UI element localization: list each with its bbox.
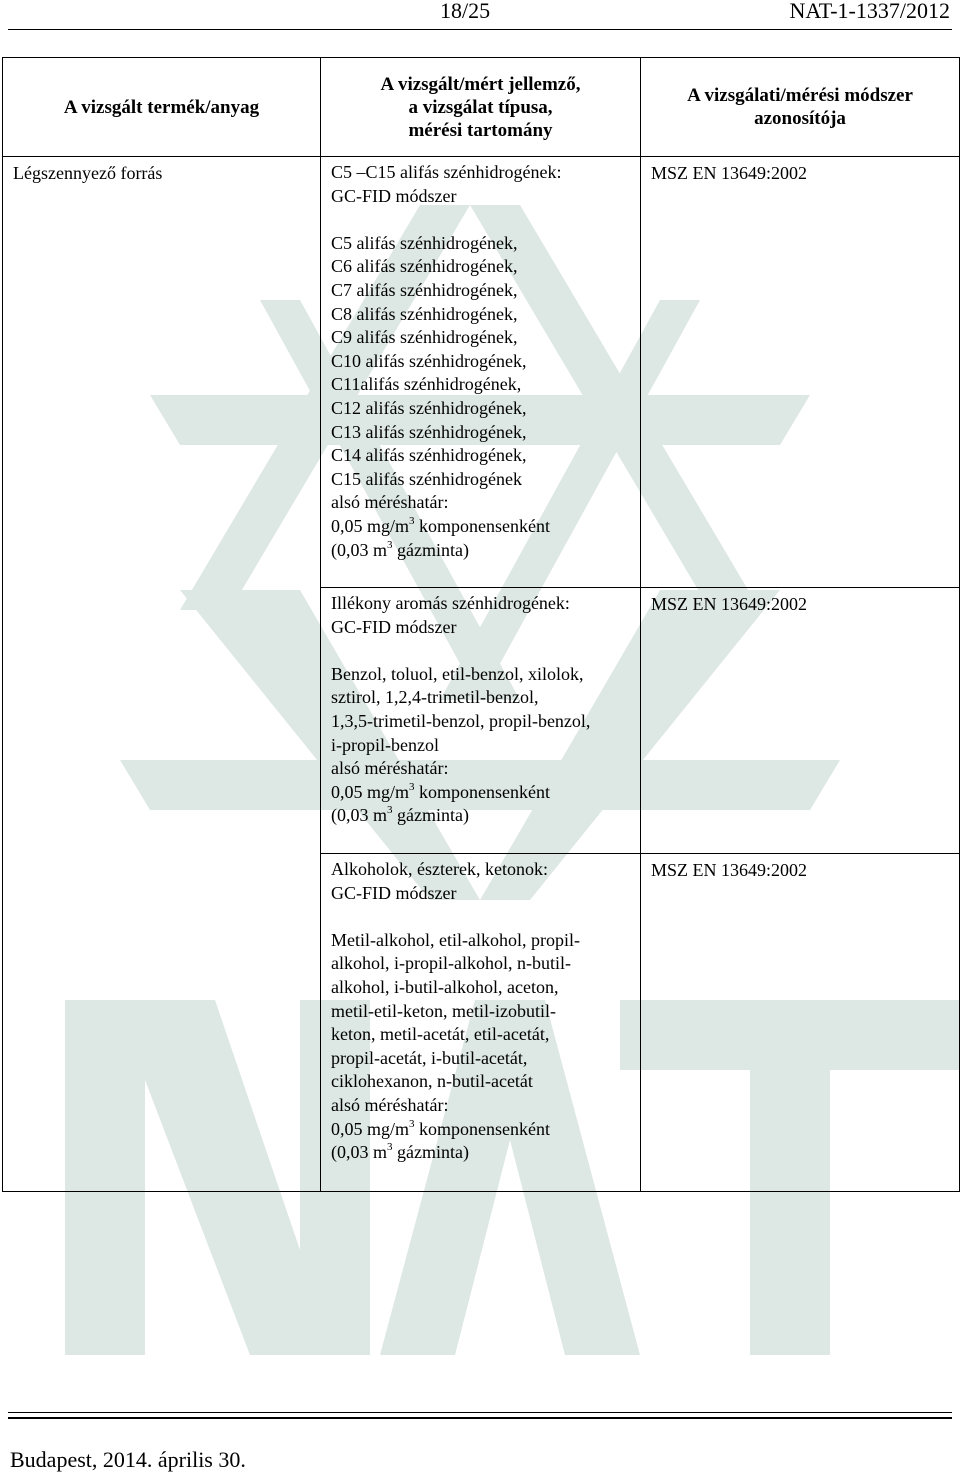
footer-rule-thick — [8, 1417, 952, 1419]
sample-volume: (0,03 $m^3$ gázminta) — [331, 804, 469, 826]
document-id: NAT-1-1337/2012 — [789, 0, 950, 23]
page-number: 18/25 — [440, 0, 491, 23]
detection-limit: 0,05 $mg/m^3$ komponensenként — [331, 780, 550, 802]
table-row — [3, 157, 960, 588]
header-product: A vizsgált termék/anyag — [3, 58, 321, 157]
accreditation-table — [2, 57, 960, 1192]
standard-cell: MSZ EN 13649:2002 — [641, 854, 960, 1192]
standard-cell: MSZ EN 13649:2002 — [641, 588, 960, 854]
property-cell: Illékony aromás szénhidrogének: GC-FID módszer Benzol, toluol, etil-benzol, xilolok, sztirol, 1,2,4-trimetil-benzol, 1,3,5-trimetil-benzol, propil-benzol, i-propil-benzol alsó méréshatár: 0,05 $mg/m^3$ komponensenként (0,03 $m^3$ gázminta) — [321, 588, 641, 854]
detection-limit: 0,05 $mg/m^3$ komponensenként — [331, 514, 550, 536]
header-method: A vizsgálati/mérési módszer azonosítója — [641, 58, 960, 157]
property-cell: Alkoholok, észterek, ketonok: GC-FID módszer Metil-alkohol, etil-alkohol, propil- alkohol, i-propil-alkohol, n-butil- alkohol, i-butil-alkohol, aceton, metil-etil-keton, metil-izobutil- keton, metil-acetát, etil-acetát, propil-acetát, i-butil-acetát, ciklohexanon, n-butil-acetát alsó méréshatár: 0,05 $mg/m^3$ komponensenként (0,03 $m^3$ gázminta) — [321, 854, 641, 1192]
standard-cell: MSZ EN 13649:2002 — [641, 157, 960, 588]
table-header-row — [3, 58, 960, 157]
sample-volume: (0,03 $m^3$ gázminta) — [331, 538, 469, 560]
header-rule — [8, 29, 952, 30]
property-cell: C5 –C15 alifás szénhidrogének: GC-FID módszer C5 alifás szénhidrogének, C6 alifás szénhidrogének, C7 alifás szénhidrogének, C8 alifás szénhidrogének, C9 alifás szénhidrogének, C10 alifás szénhidrogének, C11alifás szénhidrogének, C12 alifás szénhidrogének, C13 alifás szénhidrogének, C14 alifás szénhidrogének, C15 alifás szénhidrogének alsó méréshatár: 0,05 $mg/m^3$ komponensenként (0,03 $m^3$ gázminta) — [321, 157, 641, 588]
sample-volume: (0,03 $m^3$ gázminta) — [331, 1141, 469, 1163]
footer-place-date: Budapest, 2014. április 30. — [10, 1447, 246, 1472]
product-cell: Légszennyező forrás — [3, 157, 321, 1192]
footer-rule — [8, 1412, 952, 1413]
detection-limit: 0,05 $mg/m^3$ komponensenként — [331, 1117, 550, 1139]
header-property: A vizsgált/mért jellemző, a vizsgálat típusa, mérési tartomány — [321, 58, 641, 157]
